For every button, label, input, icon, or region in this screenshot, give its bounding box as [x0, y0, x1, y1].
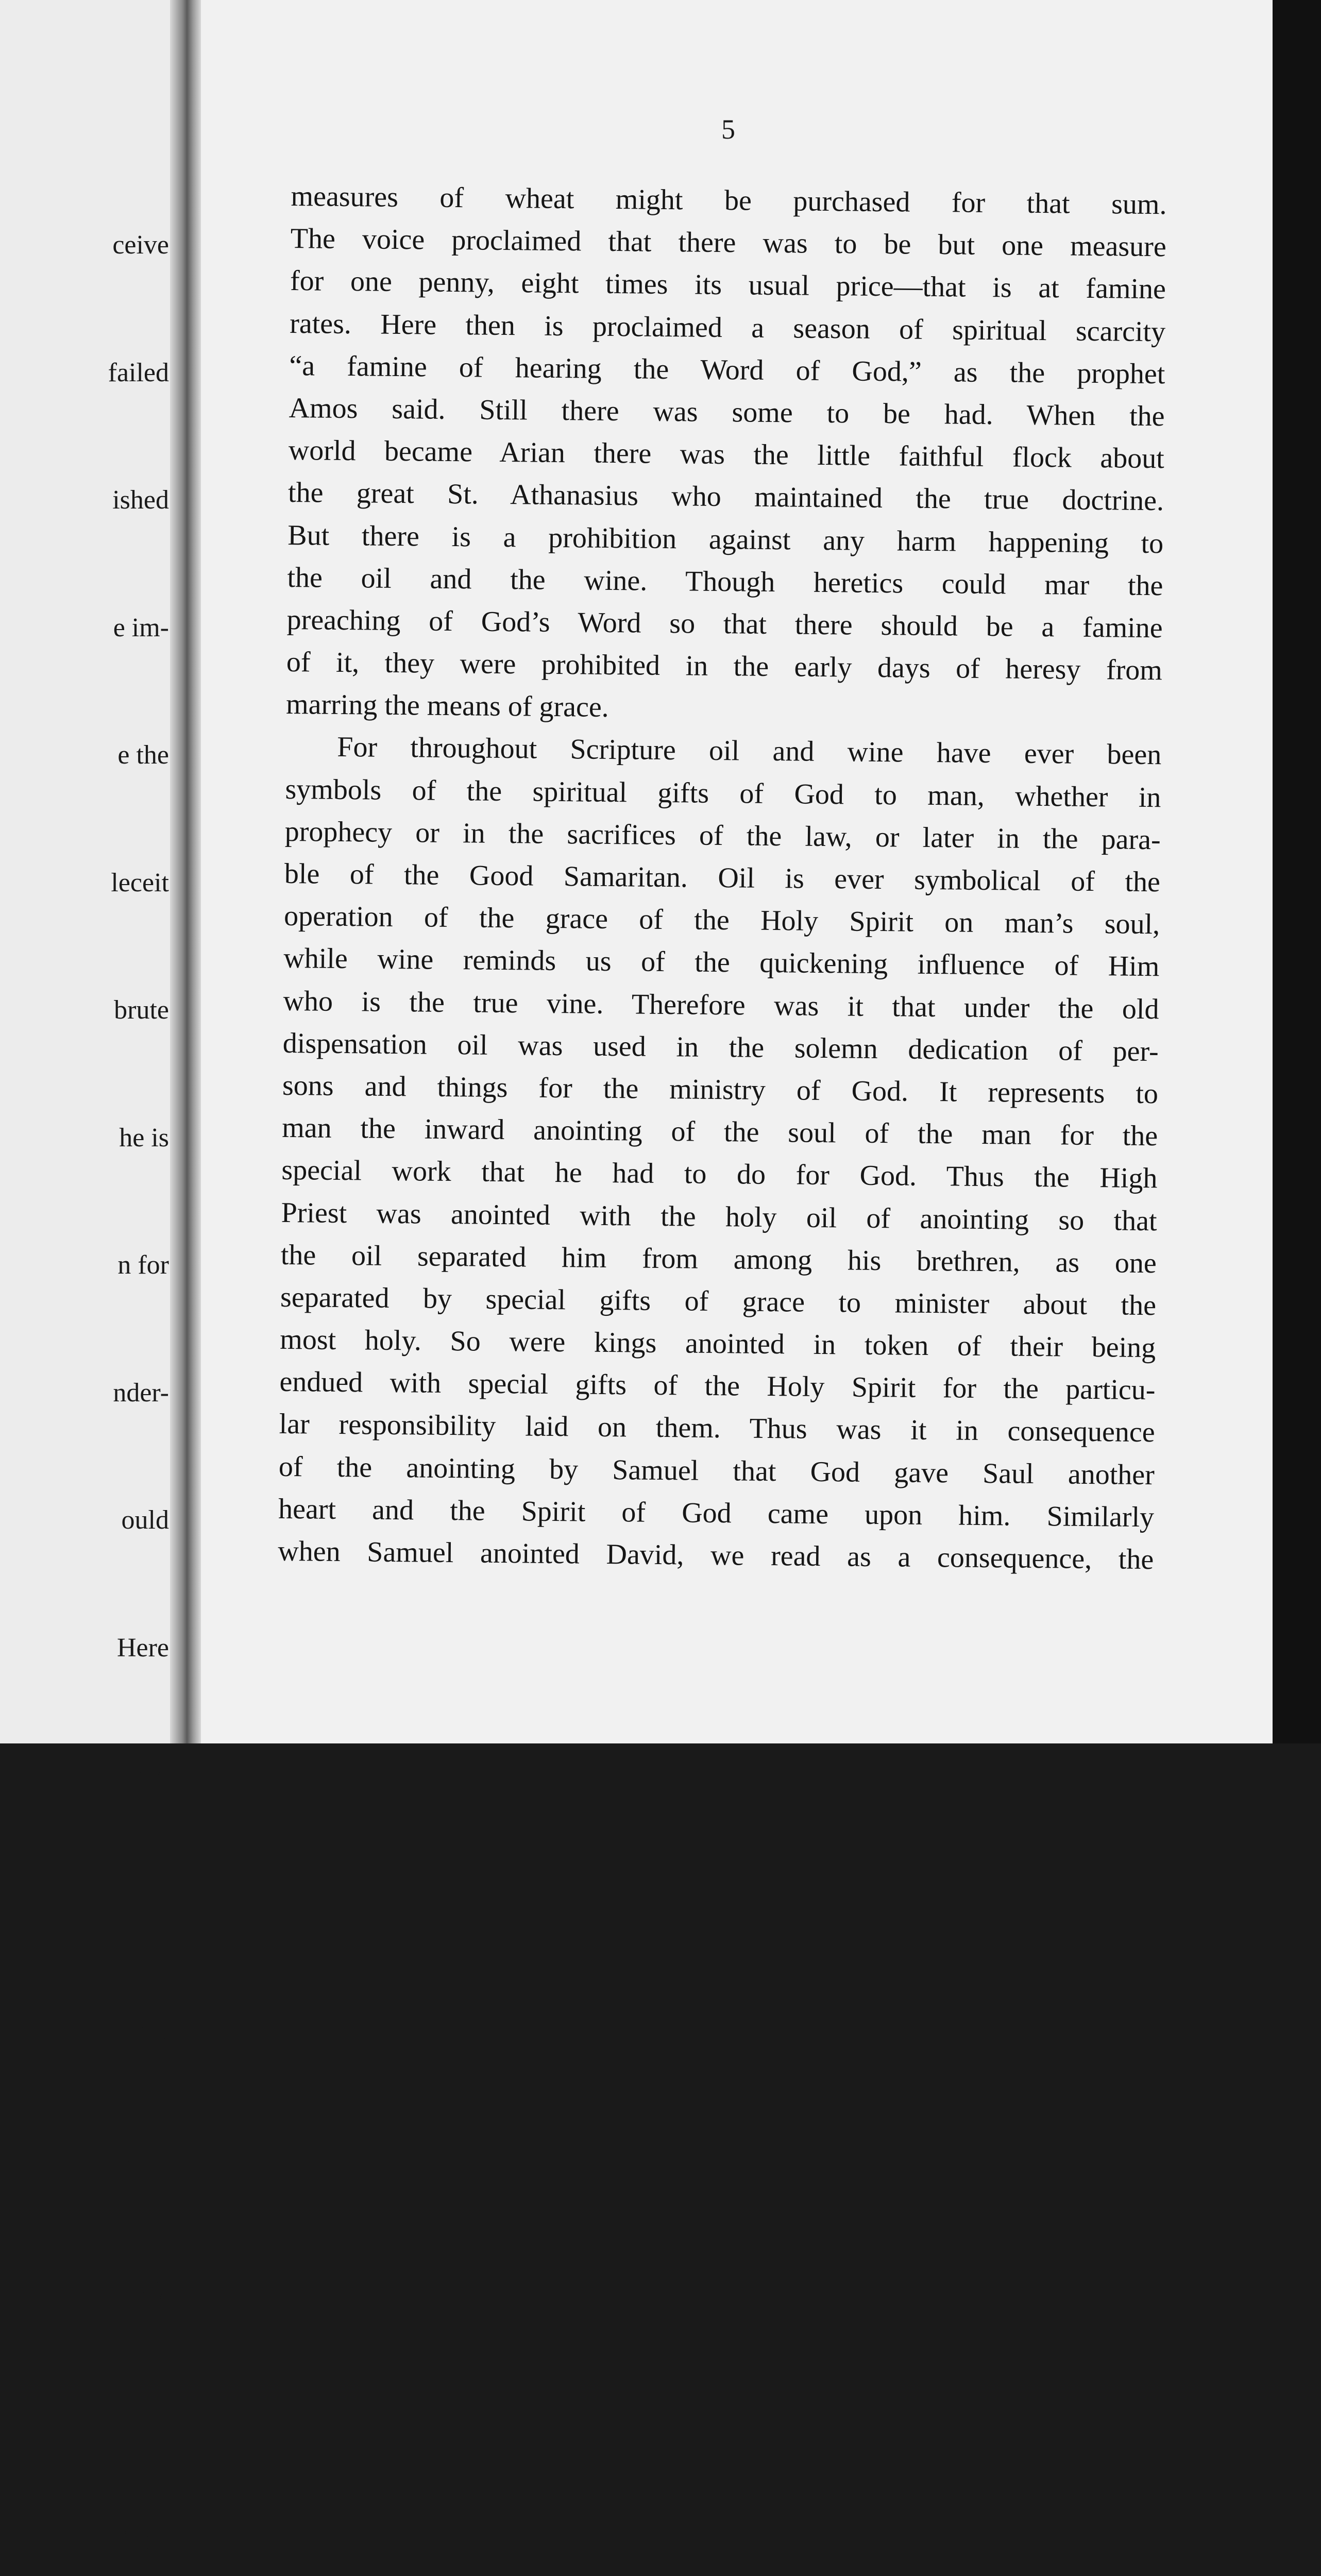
text-line: dispensation oil was used in the solemn dedication of per-: [282, 1027, 1159, 1067]
left-page-text-fragments: [108, 139, 169, 2576]
left-fragment: d of: [126, 1888, 169, 1918]
text-line: But there is a prohibition against any harm happening to: [287, 519, 1164, 560]
text-line: endued with special gifts of the Holy Spirit for the particu-: [279, 1366, 1156, 1406]
left-fragment: f the: [121, 1760, 169, 1790]
text-line: special work that he had to do for God. Thus the High: [281, 1154, 1158, 1195]
left-fragment: failed: [108, 358, 169, 387]
text-line: the great St. Athanasius who maintained the true doctrine.: [287, 477, 1164, 517]
left-fragment: nani-: [114, 2143, 169, 2173]
text-line: the oil and the wine. Though heretics could mar the: [287, 561, 1163, 602]
left-fragment: ceive: [112, 230, 169, 260]
text-line: ble of the Good Samaritan. Oil is ever symbolical of the: [284, 857, 1161, 899]
text-line: sons and things for the ministry of God. It represents to: [282, 1069, 1159, 1110]
left-fragment: ished: [112, 485, 169, 515]
text-line: preaching of God’s Word so that there should be a famine: [286, 603, 1163, 645]
text-line: most holy. So were kings anointed in token of their being: [280, 1323, 1156, 1364]
text-line: The voice proclaimed that there was to be but one measure: [290, 223, 1167, 263]
text-line: the oil separated him from among his brethren, as one: [280, 1239, 1157, 1279]
text-line: For throughout Scripture oil and wine have ever been: [337, 731, 1162, 771]
text-line: for one penny, eight times its usual price—that is at famine: [290, 265, 1166, 306]
left-fragment: Here: [116, 1633, 169, 1663]
text-line: of the anointing by Samuel that God gave Saul another: [278, 1450, 1155, 1491]
left-fragment: he is: [119, 1123, 169, 1153]
left-fragment: e im-: [113, 613, 169, 642]
text-line: while wine reminds us of the quickening influence of Him: [283, 942, 1160, 983]
text-line: Amos said. Still there was some to be had. When the: [289, 392, 1165, 433]
text-line: who is the true vine. Therefore was it that under the old: [283, 985, 1159, 1025]
left-fragment: ould: [121, 1505, 169, 1535]
left-fragment: n for: [117, 1250, 169, 1280]
text-line: heart and the Spirit of God came upon him. Similarly: [278, 1493, 1155, 1534]
left-fragment: four: [124, 2398, 169, 2428]
text-line: rates. Here then is proclaimed a season of spiritual scarcity: [289, 307, 1166, 348]
book-gutter-shadow: [170, 0, 201, 1743]
text-line: lar responsibility laid on them. Thus was it in consequence: [279, 1408, 1155, 1449]
text-line: of it, they were prohibited in the early days of heresy from: [286, 646, 1163, 687]
text-line: operation of the grace of the Holy Spirit on man’s soul,: [283, 900, 1160, 941]
left-page: [0, 0, 175, 2555]
left-fragment: nder-: [113, 1378, 169, 1408]
text-line: prophecy or in the sacrifices of the law, or later in the para-: [284, 815, 1161, 856]
text-line: marring the means of grace.: [285, 688, 609, 724]
text-line: when Samuel anointed David, we read as a consequence, the: [278, 1535, 1154, 1576]
text-line: symbols of the spiritual gifts of God to man, whether in: [285, 773, 1161, 814]
text-line: world became Arian there was the little faithful flock about: [288, 434, 1165, 475]
left-fragment: brute: [114, 995, 169, 1025]
left-fragment: e the: [117, 740, 169, 770]
left-fragment: ures.: [117, 2015, 169, 2045]
left-fragment: ided: [123, 2526, 169, 2555]
text-line: Priest was anointed with the holy oil of anointing so that: [281, 1196, 1157, 1237]
page-number: 5: [721, 114, 735, 145]
scan-right-border: [1273, 0, 1321, 1743]
body-text: [278, 175, 1167, 1581]
right-page: [201, 0, 1273, 1743]
text-line: separated by special gifts of grace to minister about the: [280, 1281, 1157, 1322]
text-line: “a famine of hearing the Word of God,” as the prophet: [289, 349, 1165, 391]
left-fragment: eresy: [112, 2270, 169, 2300]
text-line: man the inward anointing of the soul of the man for the: [281, 1112, 1158, 1153]
text-line: measures of wheat might be purchased for that sum.: [291, 180, 1167, 221]
left-fragment: leceit: [111, 868, 169, 897]
